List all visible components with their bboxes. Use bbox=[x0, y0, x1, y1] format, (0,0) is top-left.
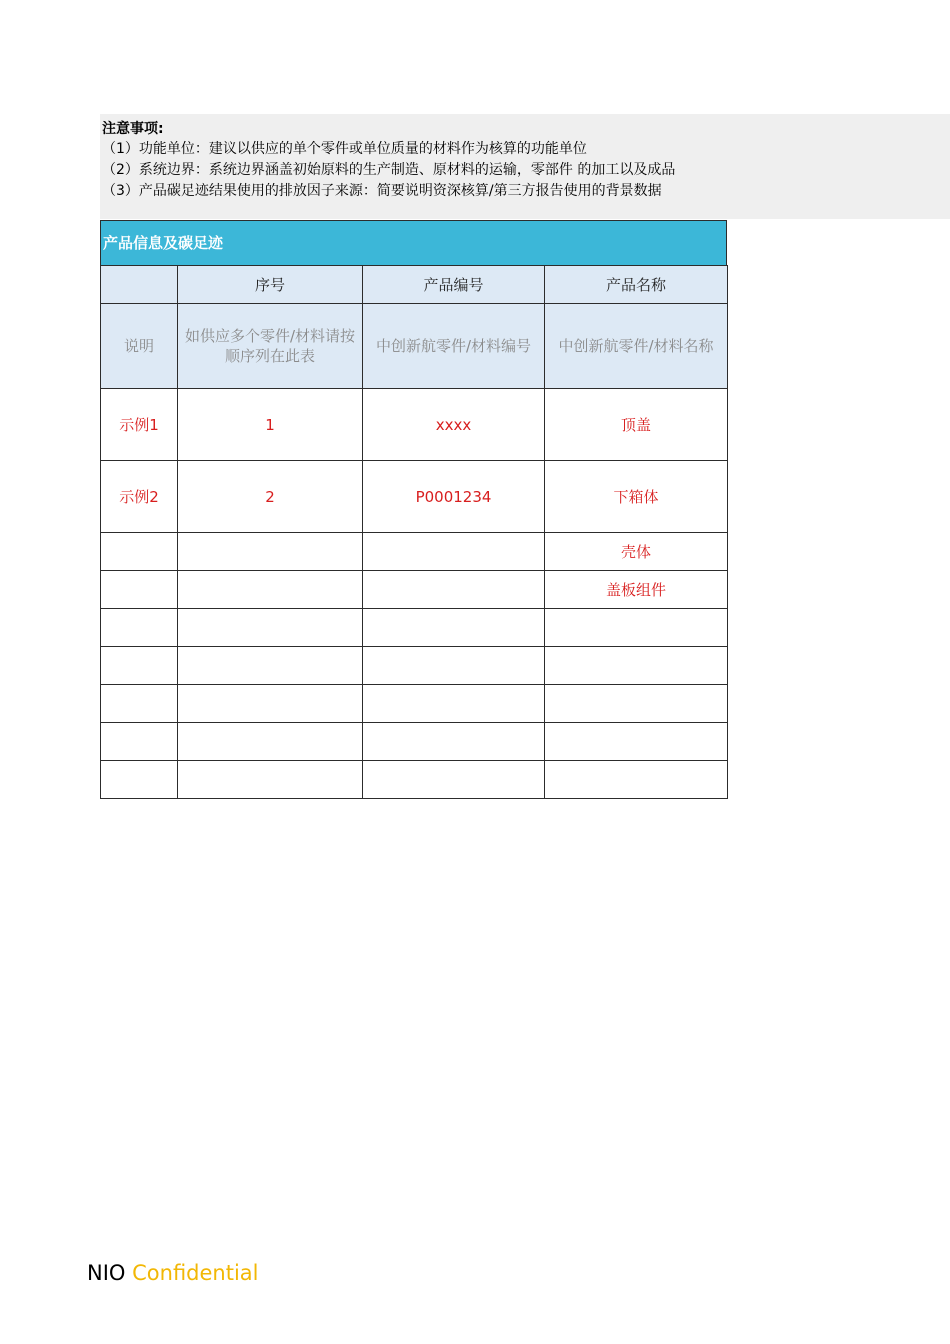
index-cell[interactable] bbox=[178, 533, 363, 571]
table-row bbox=[101, 761, 728, 799]
product-name-cell[interactable] bbox=[545, 723, 728, 761]
index-cell[interactable] bbox=[178, 609, 363, 647]
notice-line-3: （3）产品碳足迹结果使用的排放因子来源：简要说明资深核算/第三方报告使用的背景数据 bbox=[102, 183, 662, 199]
notice-title: 注意事项: bbox=[102, 121, 164, 137]
product-table bbox=[100, 265, 728, 799]
product-code-cell[interactable]: P0001234 bbox=[363, 461, 545, 533]
product-code-cell[interactable] bbox=[363, 761, 545, 799]
product-code-cell[interactable] bbox=[363, 723, 545, 761]
label-cell[interactable] bbox=[101, 685, 178, 723]
description-index: 如供应多个零件/材料请按顺序列在此表 bbox=[178, 304, 363, 389]
table-row bbox=[101, 685, 728, 723]
product-code-cell[interactable] bbox=[363, 647, 545, 685]
index-cell[interactable] bbox=[178, 761, 363, 799]
table-row bbox=[101, 647, 728, 685]
product-name-cell[interactable] bbox=[545, 761, 728, 799]
example-label-cell[interactable]: 示例2 bbox=[101, 461, 178, 533]
product-name-cell[interactable]: 顶盖 bbox=[545, 389, 728, 461]
index-cell[interactable]: 1 bbox=[178, 389, 363, 461]
product-code-cell[interactable] bbox=[363, 609, 545, 647]
label-cell[interactable] bbox=[101, 609, 178, 647]
description-row bbox=[101, 304, 728, 389]
label-cell[interactable] bbox=[101, 723, 178, 761]
label-cell[interactable] bbox=[101, 571, 178, 609]
table-row bbox=[101, 533, 728, 571]
table-row bbox=[101, 723, 728, 761]
example-label-cell[interactable]: 示例1 bbox=[101, 389, 178, 461]
label-cell[interactable] bbox=[101, 761, 178, 799]
product-name-cell[interactable] bbox=[545, 609, 728, 647]
table-row bbox=[101, 461, 728, 533]
product-name-cell[interactable]: 壳体 bbox=[545, 533, 728, 571]
product-code-cell[interactable] bbox=[363, 685, 545, 723]
product-code-cell[interactable]: xxxx bbox=[363, 389, 545, 461]
header-cell-product-code: 产品编号 bbox=[363, 266, 545, 304]
brand-label: NIO bbox=[87, 1261, 126, 1285]
index-cell[interactable] bbox=[178, 723, 363, 761]
product-name-cell[interactable]: 下箱体 bbox=[545, 461, 728, 533]
confidential-label: Confidential bbox=[132, 1261, 259, 1285]
notice-line-2: （2）系统边界：系统边界涵盖初始原料的生产制造、原材料的运输，零部件 的加工以及成品 bbox=[102, 162, 676, 178]
label-cell[interactable] bbox=[101, 533, 178, 571]
product-name-cell[interactable]: 盖板组件 bbox=[545, 571, 728, 609]
confidential-footer bbox=[87, 1259, 259, 1287]
label-cell[interactable] bbox=[101, 647, 178, 685]
table-row bbox=[101, 609, 728, 647]
table-header-row bbox=[101, 266, 728, 304]
product-name-cell[interactable] bbox=[545, 685, 728, 723]
notice-panel bbox=[100, 114, 950, 219]
index-cell[interactable] bbox=[178, 685, 363, 723]
notice-line-1: （1）功能单位：建议以供应的单个零件或单位质量的材料作为核算的功能单位 bbox=[102, 141, 587, 157]
product-name-cell[interactable] bbox=[545, 647, 728, 685]
index-cell[interactable]: 2 bbox=[178, 461, 363, 533]
header-cell-product-name: 产品名称 bbox=[545, 266, 728, 304]
header-cell-index: 序号 bbox=[178, 266, 363, 304]
section-title: 产品信息及碳足迹 bbox=[100, 220, 727, 266]
table-row bbox=[101, 571, 728, 609]
index-cell[interactable] bbox=[178, 571, 363, 609]
index-cell[interactable] bbox=[178, 647, 363, 685]
description-product-code: 中创新航零件/材料编号 bbox=[363, 304, 545, 389]
product-code-cell[interactable] bbox=[363, 533, 545, 571]
description-label: 说明 bbox=[101, 304, 178, 389]
product-code-cell[interactable] bbox=[363, 571, 545, 609]
table-row bbox=[101, 389, 728, 461]
description-product-name: 中创新航零件/材料名称 bbox=[545, 304, 728, 389]
header-cell-blank bbox=[101, 266, 178, 304]
